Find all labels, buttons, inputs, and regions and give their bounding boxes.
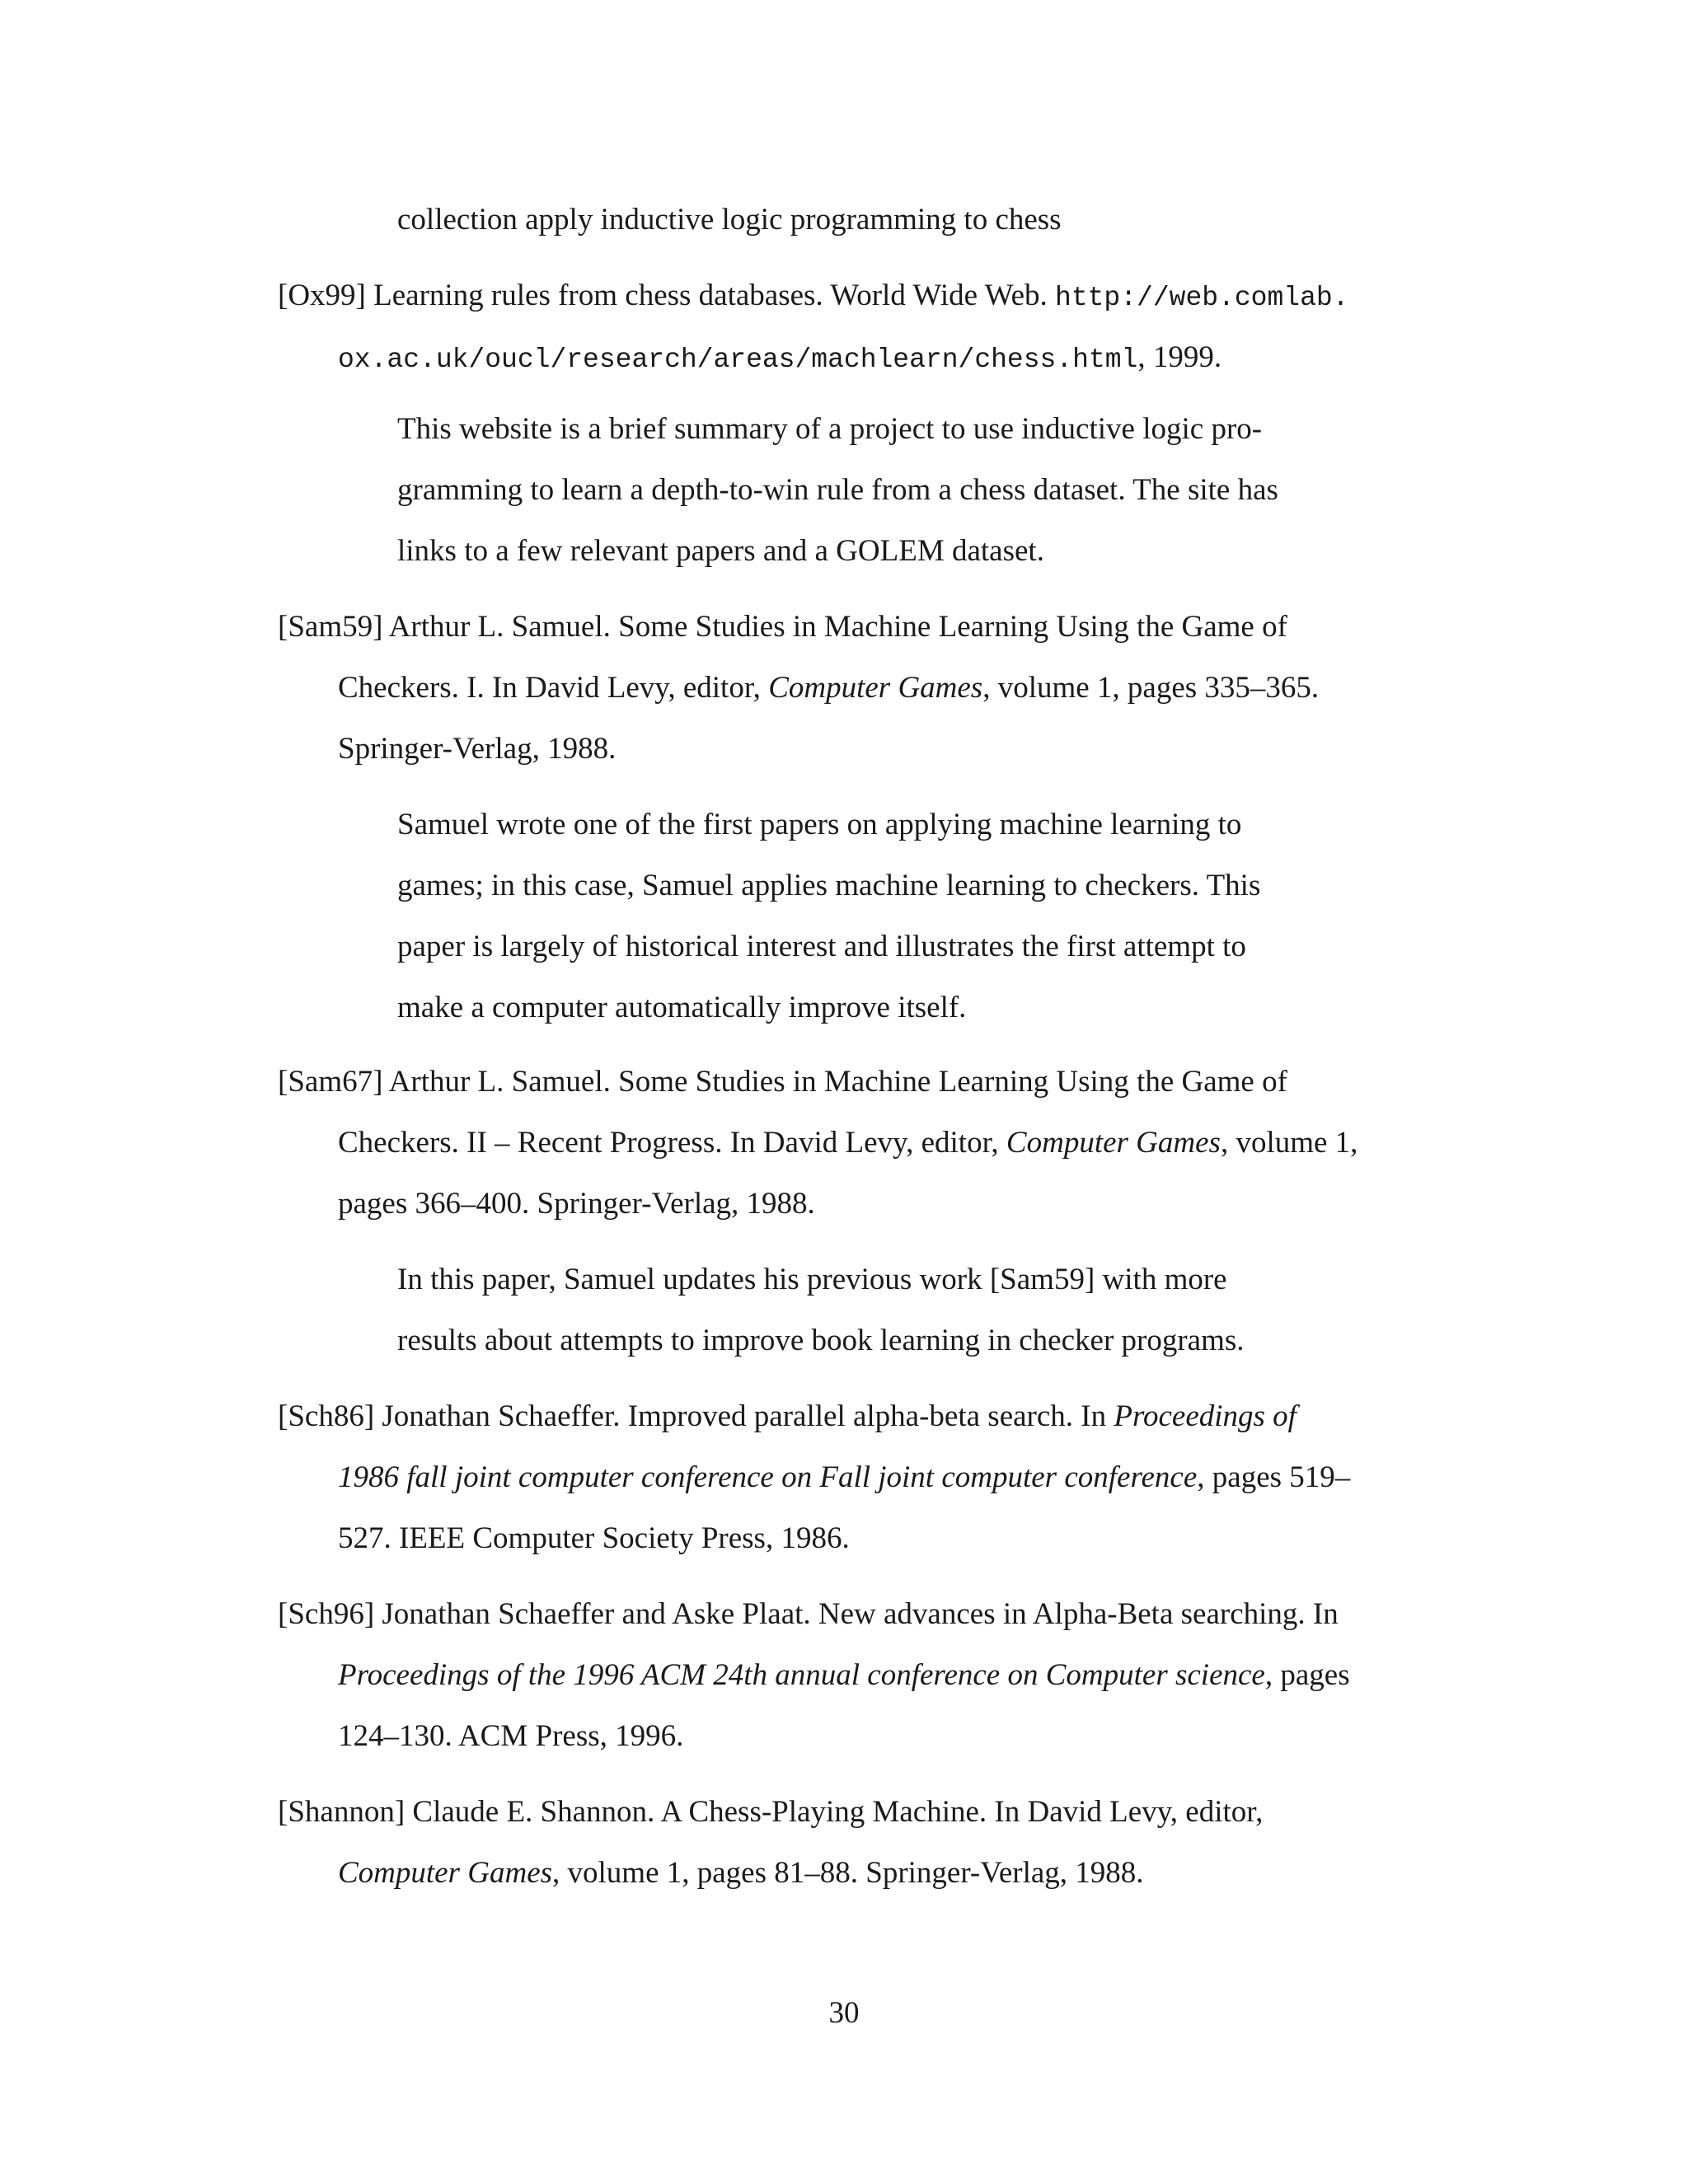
reference-shannon-line-2: Computer Games, volume 1, pages 81–88. Springer-Verlag, 1988.: [338, 1856, 1144, 1890]
reference-sam59-line-3: Springer-Verlag, 1988.: [338, 732, 617, 766]
annotation-line: gramming to learn a depth-to-win rule from a chess dataset. The site has: [397, 473, 1278, 507]
annotation-line: results about attempts to improve book learning in checker programs.: [397, 1324, 1245, 1357]
reference-sam59-line-2: Checkers. I. In David Levy, editor, Computer Games, volume 1, pages 335–365.: [338, 671, 1320, 705]
reference-key: [Sch86]: [278, 1399, 375, 1433]
reference-key: [Ox99]: [278, 279, 366, 312]
reference-sam67-line-2: Checkers. II – Recent Progress. In David Levy, editor, Computer Games, volume 1,: [338, 1126, 1358, 1160]
reference-ox99-line-1: [Ox99] Learning rules from chess databases. World Wide Web. http://web.comlab.: [278, 279, 1349, 313]
annotation-line: games; in this case, Samuel applies machine learning to checkers. This: [397, 869, 1261, 902]
annotation-line: collection apply inductive logic programming to chess: [397, 203, 1062, 237]
reference-sch86-line-1: [Sch86] Jonathan Schaeffer. Improved parallel alpha-beta search. In Proceedings of: [278, 1399, 1296, 1433]
reference-sch86-line-3: 527. IEEE Computer Society Press, 1986.: [338, 1521, 850, 1555]
reference-sam59-line-1: [Sam59] Arthur L. Samuel. Some Studies in Machine Learning Using the Game of: [278, 610, 1287, 644]
annotation-line: This website is a brief summary of a project to use inductive logic pro-: [397, 412, 1263, 446]
reference-key: [Sam59]: [278, 610, 383, 644]
reference-sch96-line-2: Proceedings of the 1996 ACM 24th annual conference on Computer science, pages: [338, 1658, 1350, 1692]
reference-sch96-line-1: [Sch96] Jonathan Schaeffer and Aske Plaat. New advances in Alpha-Beta searching. In: [278, 1597, 1339, 1631]
reference-shannon-line-1: [Shannon] Claude E. Shannon. A Chess-Playing Machine. In David Levy, editor,: [278, 1795, 1264, 1829]
reference-ox99-line-2: ox.ac.uk/oucl/research/areas/machlearn/chess.html, 1999.: [338, 340, 1222, 375]
reference-sch86-line-2: 1986 fall joint computer conference on Fall joint computer conference, pages 519–: [338, 1460, 1351, 1494]
reference-sam67-line-3: pages 366–400. Springer-Verlag, 1988.: [338, 1187, 815, 1221]
reference-key: [Sam67]: [278, 1065, 383, 1099]
annotation-line: make a computer automatically improve itself.: [397, 991, 967, 1024]
reference-url[interactable]: http://web.comlab.: [1055, 283, 1349, 313]
annotation-line: In this paper, Samuel updates his previous work [Sam59] with more: [397, 1263, 1227, 1296]
reference-url[interactable]: ox.ac.uk/oucl/research/areas/machlearn/chess.html: [338, 344, 1138, 375]
annotation-line: links to a few relevant papers and a GOLEM dataset.: [397, 534, 1044, 568]
reference-key: [Sch96]: [278, 1597, 375, 1631]
reference-sch96-line-3: 124–130. ACM Press, 1996.: [338, 1719, 684, 1753]
annotation-line: paper is largely of historical interest and illustrates the first attempt to: [397, 930, 1246, 963]
annotation-line: Samuel wrote one of the first papers on applying machine learning to: [397, 808, 1242, 841]
reference-key: [Shannon]: [278, 1795, 406, 1829]
page-number: 30: [828, 1996, 860, 2030]
reference-sam67-line-1: [Sam67] Arthur L. Samuel. Some Studies in Machine Learning Using the Game of: [278, 1065, 1287, 1099]
